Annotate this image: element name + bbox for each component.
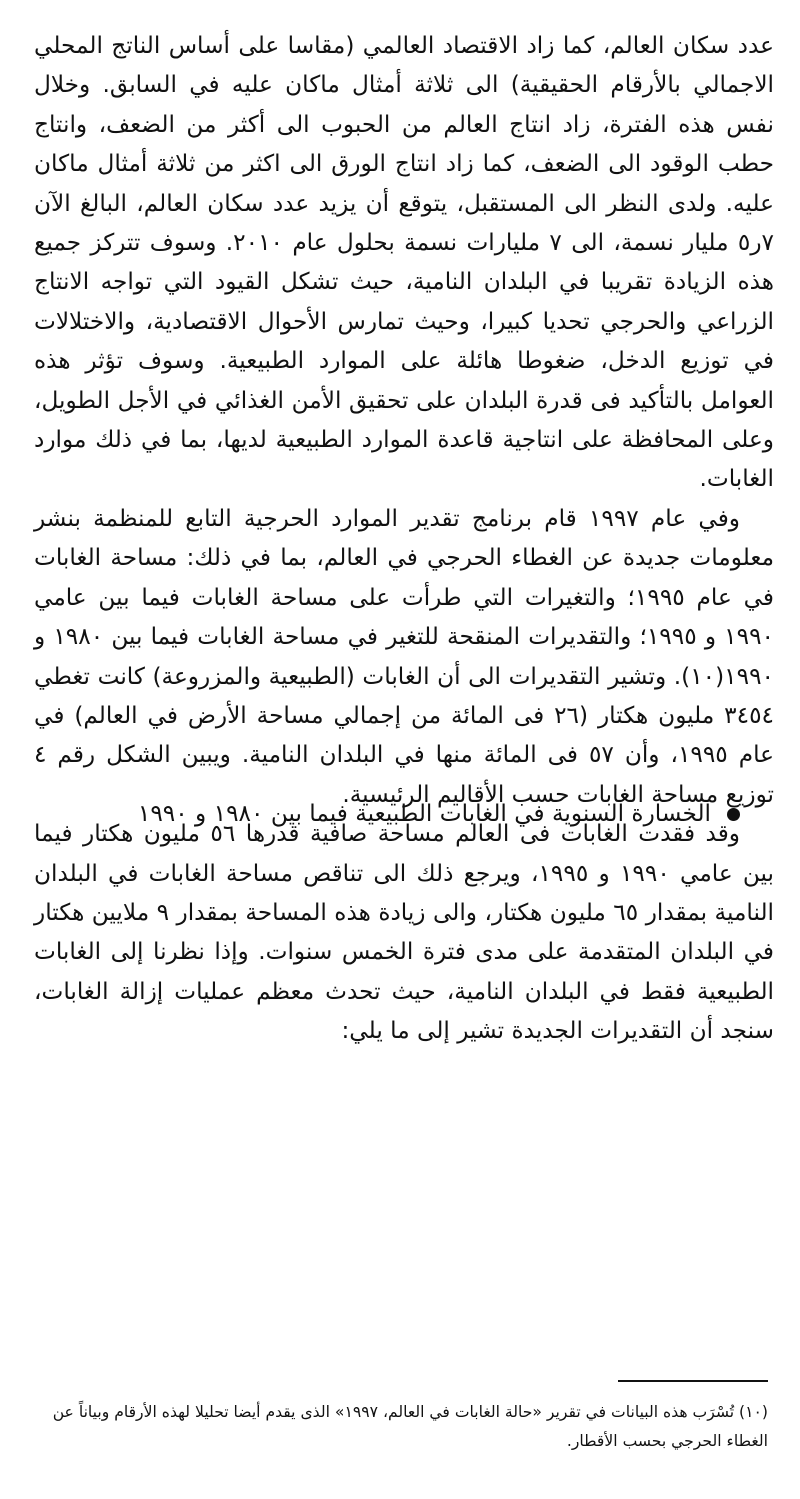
paragraph-3: وقد فقدت الغابات فى العالم مساحة صافية قدرها ٥٦ مليون هكتار فيما بين عامي ١٩٩٠ و ١٩٩٥، ويرجع ذلك الى تناقص مساحة الغابات في البلدان النامية بمقدار ٦٥ مليون هكتار، والى زيادة هذه المساحة بمقدار ٩ ملايين هكتار في البلدان المتقدمة على مدى فترة الخمس سنوات. وإذا نظرنا إلى الغابات الطبيعية فقط في البلدان النامية، حيث تحدث معظم عمليات إزالة الغابات، سنجد أن التقديرات الجديدة تشير إلى ما يلي: xyxy=(34,820,774,1045)
footnote-divider xyxy=(618,1380,768,1382)
bullet-dot-icon xyxy=(727,808,740,821)
bullet-item xyxy=(0,794,740,834)
paragraph-2: وفي عام ١٩٩٧ قام برنامج تقدير الموارد الحرجية التابع للمنظمة بنشر معلومات جديدة عن الغطاء الحرجي في العالم، بما في ذلك: مساحة الغابات في عام ١٩٩٥؛ والتغيرات التي طرأت على مساحة الغابات فيما بين عامي ١٩٩٠ و ١٩٩٥؛ والتقديرات المنقحة للتغير في مساحة الغابات فيما بين ١٩٨٠ و ١٩٩٠(١٠). وتشير التقديرات الى أن الغابات (الطبيعية والمزروعة) كانت تغطي ٣٤٥٤ مليون هكتار (٢٦ فى المائة من إجمالي مساحة الأرض في العالم) في عام ١٩٩٥، وأن ٥٧ فى المائة منها في البلدان النامية. ويبين الشكل رقم ٤ توزيع مساحة الغابات حسب الأقاليم الرئيسية. xyxy=(34,504,774,808)
bullet-text: الخسارة السنوية في الغابات الطبيعية فيما بين ١٩٨٠ و ١٩٩٠ xyxy=(137,800,711,827)
document-body xyxy=(34,26,774,1051)
footnote: (١٠) تُسْرَب هذه البيانات في تقرير «حالة الغابات في العالم، ١٩٩٧» الذى يقدم أيضا تحليلا لهذه الأرقام وبياناً عن الغطاء الحرجي بحسب الأقطار. xyxy=(52,1403,768,1450)
paragraph-1: عدد سكان العالم، كما زاد الاقتصاد العالمي (مقاسا على أساس الناتج المحلي الاجمالي بالأرقام الحقيقية) الى ثلاثة أمثال ماكان عليه في السابق. وخلال نفس هذه الفترة، زاد انتاج العالم من الحبوب الى أكثر من الضعف، وانتاج حطب الوقود الى الضعف، كما زاد انتاج الورق الى اكثر من ثلاثة أمثال ماكان عليه. ولدى النظر الى المستقبل، يتوقع أن يزيد عدد سكان العالم، البالغ الآن ٧ر٥ مليار نسمة، الى ٧ مليارات نسمة بحلول عام ٢٠١٠. وسوف تتركز جميع هذه الزيادة تقريبا في البلدان النامية، حيث تشكل القيود التي تواجه الانتاج الزراعي والحرجي تحديا كبيرا، وحيث تمارس الأحوال الاقتصادية، والاختلالات في توزيع الدخل، ضغوطا هائلة على الموارد الطبيعية. وسوف تؤثر هذه العوامل بالتأكيد فى قدرة البلدان على تحقيق الأمن الغذائي في الأجل الطويل، وعلى المحافظة على انتاجية قاعدة الموارد الطبيعية لديها، بما في ذلك موارد الغابات. xyxy=(34,32,774,493)
